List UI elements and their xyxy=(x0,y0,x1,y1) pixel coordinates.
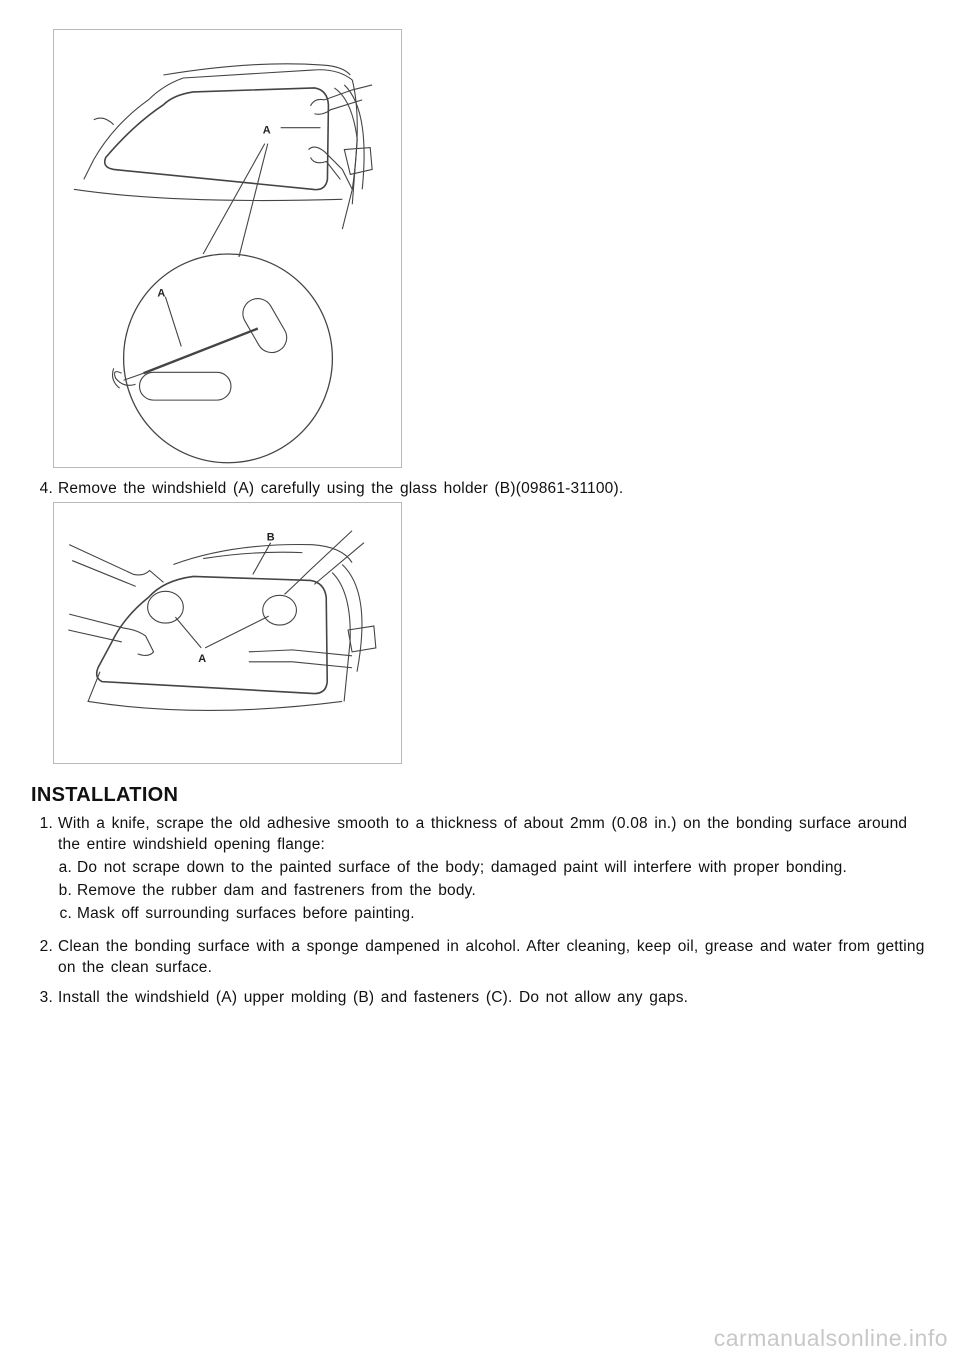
installation-substep-c xyxy=(52,903,932,924)
figure-glass-holder-drawing xyxy=(54,503,401,763)
section-heading-installation: INSTALLATION xyxy=(31,784,179,806)
installation-step-1 xyxy=(33,813,933,855)
step-number: 4. xyxy=(39,480,53,497)
substep-text: Mask off surrounding surfaces before painting. xyxy=(77,905,415,922)
callout-label-a: A xyxy=(198,652,207,665)
removal-step-4 xyxy=(33,478,933,499)
figure-wire-cutting xyxy=(53,29,402,468)
step-number: 3. xyxy=(39,989,53,1006)
substep-text: Do not scrape down to the painted surface of the body; damaged paint will interfere with proper bonding. xyxy=(77,859,847,876)
figure-wire-cutting-drawing xyxy=(54,30,401,467)
installation-substep-b xyxy=(52,880,932,901)
substep-text: Remove the rubber dam and fastreners from the body. xyxy=(77,882,476,899)
watermark: carmanualsonline.info xyxy=(713,1325,948,1351)
step-number: 1. xyxy=(39,815,53,832)
step-text: Install the windshield (A) upper molding (B) and fasteners (C). Do not allow any gaps. xyxy=(58,989,689,1006)
figure-glass-holder xyxy=(53,502,402,764)
step-text: With a knife, scrape the old adhesive smooth to a thickness of about 2mm (0.08 in.) on the bonding surface around the entire windshield opening flange: xyxy=(58,815,908,853)
callout-label-b: B xyxy=(266,531,275,544)
installation-step-2 xyxy=(33,936,933,978)
installation-substep-a xyxy=(52,857,932,878)
substep-letter: c. xyxy=(59,905,72,922)
callout-label-a-zoom: A xyxy=(157,287,166,300)
installation-step-3 xyxy=(33,987,933,1008)
substep-letter: a. xyxy=(58,859,72,876)
step-number: 2. xyxy=(39,938,53,955)
substep-letter: b. xyxy=(58,882,72,899)
step-text: Clean the bonding surface with a sponge dampened in alcohol. After cleaning, keep oil, grease and water from getting on the clean surface. xyxy=(58,938,925,976)
callout-label-a-top: A xyxy=(262,124,271,137)
step-text: Remove the windshield (A) carefully using the glass holder (B)(09861-31100). xyxy=(58,480,624,497)
